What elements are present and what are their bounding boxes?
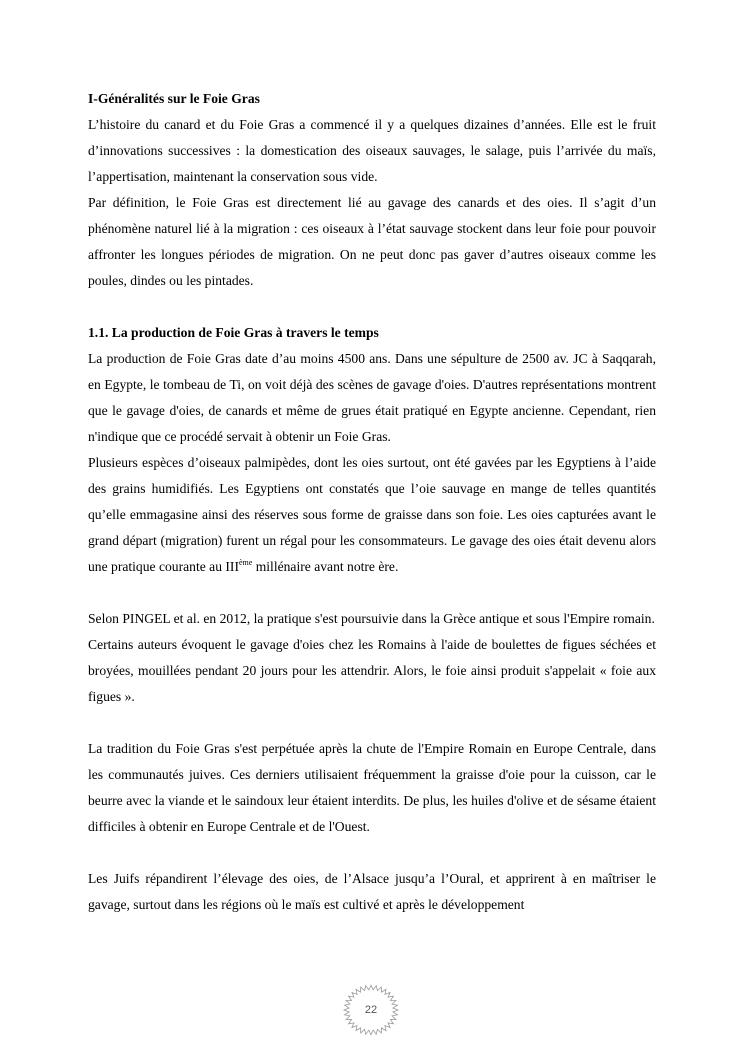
history-paragraph-3: Selon PINGEL et al. en 2012, la pratique s'est poursuivie dans la Grèce antique et sous l'Empire romain. bbox=[88, 611, 655, 626]
intro-paragraph-2: Par définition, le Foie Gras est directement lié au gavage des canards et des oies. Il s’agit d’un phénomène naturel lié à la migration : ces oiseaux à l’état sauvage stockent dans leur foie pour pouvoir affronter les longues périodes de migration. On ne peut donc pas gaver d’autres oiseaux comme les poules, dindes ou les pintades. bbox=[88, 195, 656, 288]
intro-paragraph-1: L’histoire du canard et du Foie Gras a commencé il y a quelques dizaines d’années. Elle est le fruit d’innovations successives : la domestication des oiseaux sauvages, le salage, puis l’arrivée du maïs, l’appertisation, maintenant la conservation sous vide. bbox=[88, 117, 656, 184]
page-number-badge bbox=[340, 982, 402, 1038]
history-paragraph-2-text: Plusieurs espèces d’oiseaux palmipèdes, dont les oies surtout, ont été gavées par les Egyptiens à l’aide des grains humidifiés. Les Egyptiens ont constatés que l’oie sauvage en mange de telles quantités qu’elle emmagasine ainsi des réserves sous forme de graisse dans son foie. Les oies capturées avant le grand départ (migration) furent un régal pour les consommateurs. Le gavage des oies était devenu alors une pratique courante au III bbox=[88, 455, 656, 574]
superscript-eme: ème bbox=[238, 558, 253, 567]
history-paragraph-2-end: millénaire avant notre ère. bbox=[252, 559, 399, 574]
page-number: 22 bbox=[364, 1004, 378, 1016]
spacer bbox=[88, 710, 656, 736]
subsection-title: 1.1. La production de Foie Gras à travers le temps bbox=[88, 325, 379, 340]
history-paragraph-2 bbox=[88, 450, 656, 580]
spacer bbox=[88, 840, 656, 866]
spacer bbox=[88, 580, 656, 606]
history-paragraph-4: Certains auteurs évoquent le gavage d'oies chez les Romains à l'aide de boulettes de figues séchées et broyées, mouillées pendant 20 jours pour les attendrir. Alors, le foie ainsi produit s'appelait « foie aux figues ». bbox=[88, 637, 656, 704]
spacer bbox=[88, 294, 656, 320]
document-page bbox=[88, 86, 656, 918]
history-paragraph-5: La tradition du Foie Gras s'est perpétuée après la chute de l'Empire Romain en Europe Centrale, dans les communautés juives. Ces derniers utilisaient fréquemment la graisse d'oie pour la cuisson, car le beurre avec la viande et le saindoux leur étaient interdits. De plus, les huiles d'olive et de sésame étaient difficiles à obtenir en Europe Centrale et de l'Ouest. bbox=[88, 741, 656, 834]
history-paragraph-6: Les Juifs répandirent l’élevage des oies, de l’Alsace jusqu’a l’Oural, et apprirent à en maîtriser le gavage, surtout dans les régions où le maïs est cultivé et après le développement bbox=[88, 871, 656, 912]
history-paragraph-1: La production de Foie Gras date d’au moins 4500 ans. Dans une sépulture de 2500 av. JC à Saqqarah, en Egypte, le tombeau de Ti, on voit déjà des scènes de gavage d'oies. D'autres représentations montrent que le gavage d'oies, de canards et même de grues était pratiqué en Egypte ancienne. Cependant, rien n'indique que ce procédé servait à obtenir un Foie Gras. bbox=[88, 351, 656, 444]
section-title: I-Généralités sur le Foie Gras bbox=[88, 91, 260, 106]
